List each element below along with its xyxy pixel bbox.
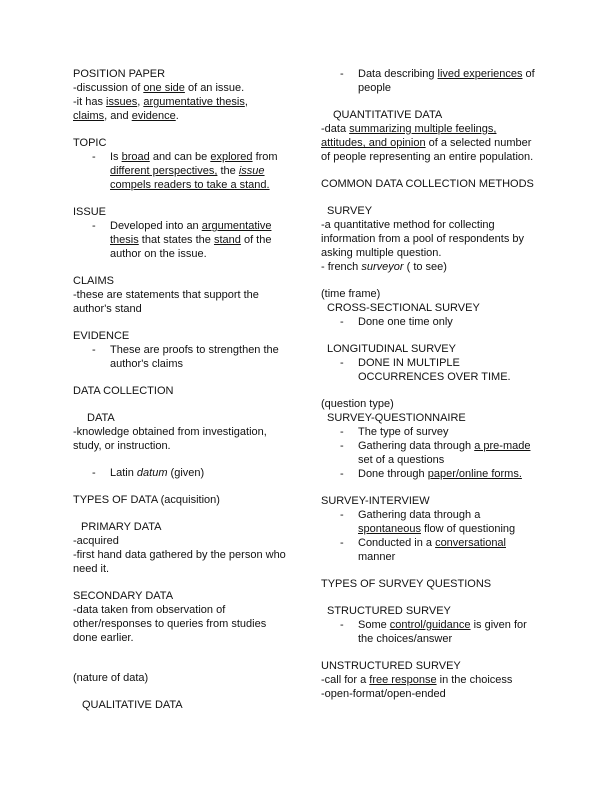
issue-bullet: - Developed into an argumentative thesis that states the stand of the author on the issue. <box>92 220 272 260</box>
position-paper-line: -it has issues, argumentative thesis, <box>73 96 248 108</box>
evidence-bullet: - These are proofs to strengthen the author's claims <box>92 344 279 370</box>
cross-sectional-heading: CROSS-SECTIONAL SURVEY <box>327 302 480 314</box>
quantitative-data-text: -data summarizing multiple feelings, attitudes, and opinion of a selected number of people representing an entire population. <box>321 123 534 163</box>
survey-text: -a quantitative method for collecting information from a pool of respondents by asking multiple question. <box>321 219 525 259</box>
longitudinal-heading: LONGITUDINAL SURVEY <box>327 343 456 355</box>
secondary-data-heading: SECONDARY DATA <box>73 590 174 602</box>
structured-bullet: - Some control/guidance is given for the choices/answer <box>340 619 527 645</box>
latin-bullet: - Latin datum (given) <box>92 467 205 479</box>
data-collection-heading: DATA COLLECTION <box>73 385 174 397</box>
time-frame-label: (time frame) <box>321 288 381 300</box>
questionnaire-bullet: - Gathering data through a pre-made set of a questions <box>340 440 531 466</box>
claims-heading: CLAIMS <box>73 275 114 287</box>
unstructured-line: -open-format/open-ended <box>321 688 446 700</box>
topic-bullet: - Is broad and can be explored from different perspectives, the issue compels readers to take a stand. <box>92 151 278 191</box>
questionnaire-bullet: - Done through paper/online forms. <box>340 468 522 480</box>
position-paper-heading: POSITION PAPER <box>73 68 166 80</box>
right-column <box>321 67 536 701</box>
issue-heading: ISSUE <box>73 206 107 218</box>
left-column <box>73 67 288 712</box>
interview-bullet: - Gathering data through a spontaneous flow of questioning <box>340 509 516 535</box>
question-type-label: (question type) <box>321 398 394 410</box>
claims-text: -these are statements that support the author's stand <box>73 289 259 315</box>
cross-sectional-bullet: - Done one time only <box>340 316 453 328</box>
position-paper-line: claims, and evidence. <box>73 110 179 122</box>
survey-heading: SURVEY <box>327 205 373 217</box>
qualitative-bullet: - Data describing lived experiences of people <box>340 68 535 94</box>
data-heading: DATA <box>87 412 115 424</box>
longitudinal-bullet: - DONE IN MULTIPLE OCCURRENCES OVER TIME. <box>340 357 511 383</box>
primary-data-line: -acquired <box>73 535 119 547</box>
types-of-data-heading: TYPES OF DATA (acquisition) <box>73 494 220 506</box>
qualitative-data-heading: QUALITATIVE DATA <box>82 699 183 711</box>
questionnaire-bullet: - The type of survey <box>340 426 449 438</box>
types-of-survey-questions-heading: TYPES OF SURVEY QUESTIONS <box>321 578 492 590</box>
unstructured-line: -call for a free response in the choicess <box>321 674 513 686</box>
nature-of-data-label: (nature of data) <box>73 672 149 684</box>
primary-data-heading: PRIMARY DATA <box>81 521 162 533</box>
common-methods-heading: COMMON DATA COLLECTION METHODS <box>321 178 534 190</box>
secondary-data-text: -data taken from observation of other/responses to queries from studies done earlier. <box>73 604 267 644</box>
evidence-heading: EVIDENCE <box>73 330 130 342</box>
topic-heading: TOPIC <box>73 137 107 149</box>
quantitative-data-heading: QUANTITATIVE DATA <box>333 109 443 121</box>
structured-survey-heading: STRUCTURED SURVEY <box>327 605 451 617</box>
position-paper-line: -discussion of one side of an issue. <box>73 82 245 94</box>
data-text: -knowledge obtained from investigation, study, or instruction. <box>73 426 267 452</box>
survey-french-line: - french surveyor ( to see) <box>321 261 447 273</box>
primary-data-line: -first hand data gathered by the person who need it. <box>73 549 286 575</box>
survey-questionnaire-heading: SURVEY-QUESTIONNAIRE <box>327 412 466 424</box>
survey-interview-heading: SURVEY-INTERVIEW <box>321 495 430 507</box>
interview-bullet: - Conducted in a conversational manner <box>340 537 506 563</box>
unstructured-survey-heading: UNSTRUCTURED SURVEY <box>321 660 461 672</box>
